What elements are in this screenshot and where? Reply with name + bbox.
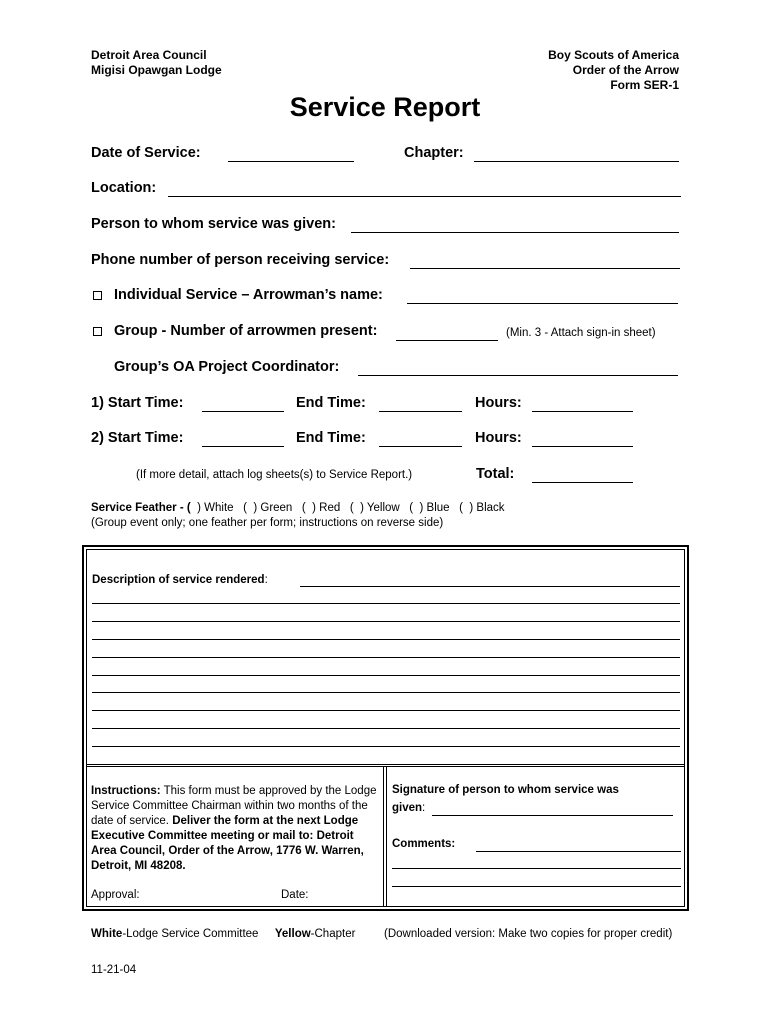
description-colon: : — [264, 574, 268, 586]
download-note: (Downloaded version: Make two copies for proper credit) — [384, 928, 673, 940]
feather-label: Service Feather - ( — [91, 502, 191, 514]
oa-line: Order of the Arrow — [572, 63, 679, 77]
approval-label: Approval: — [91, 889, 140, 901]
description-line-6[interactable] — [92, 675, 680, 676]
location-label: Location: — [91, 180, 157, 196]
date-of-service-label: Date of Service: — [91, 145, 201, 161]
signature-given: given — [392, 802, 423, 814]
individual-service-checkbox[interactable] — [93, 291, 102, 300]
instructions-mail-address: Deliver the form at the next Lodge Executive Committee meeting or mail to: Detroit Area Council, Order of the Arrow, 1776 W. Warren, Detroit, MI 48208. — [91, 815, 364, 872]
feather-option-red[interactable]: ) Red ( — [305, 502, 354, 514]
group-service-checkbox[interactable] — [93, 327, 102, 336]
council-name — [91, 48, 222, 78]
feather-option-blue[interactable]: ) Blue ( — [413, 502, 463, 514]
end-time-label-2: End Time: — [296, 430, 366, 446]
description-line-4[interactable] — [92, 639, 680, 640]
description-line-8[interactable] — [92, 710, 680, 711]
column-divider — [383, 766, 387, 907]
arrowman-name-field[interactable] — [407, 303, 678, 304]
council-line: Detroit Area Council — [91, 48, 207, 62]
date-of-service-field[interactable] — [228, 161, 354, 162]
instructions-label: Instructions: — [91, 785, 161, 797]
signature-field[interactable] — [432, 815, 673, 816]
start-time-field-1[interactable] — [202, 411, 284, 412]
organization-info — [548, 48, 679, 93]
page-title: Service Report — [289, 92, 481, 122]
description-line-1[interactable] — [300, 586, 680, 587]
comments-line-2[interactable] — [392, 868, 681, 869]
instructions-block — [91, 784, 381, 874]
group-service-label: Group - Number of arrowmen present: — [114, 323, 378, 339]
feather-options — [91, 502, 505, 514]
lodge-line: Migisi Opawgan Lodge — [91, 63, 222, 77]
feather-option-white[interactable]: ) White ( — [190, 502, 247, 514]
approval-date-label: Date: — [281, 889, 309, 901]
feather-option-black[interactable]: ) Black — [463, 502, 505, 514]
white-copy-dest: -Lodge Service Committee — [122, 928, 259, 940]
phone-field[interactable] — [410, 268, 680, 269]
start-time-label-1: 1) Start Time: — [91, 395, 184, 411]
bsa-line: Boy Scouts of America — [548, 48, 679, 62]
end-time-field-2[interactable] — [379, 446, 462, 447]
hours-field-1[interactable] — [532, 411, 633, 412]
chapter-field[interactable] — [474, 161, 679, 162]
yellow-copy-label: Yellow — [274, 928, 311, 940]
description-line-7[interactable] — [92, 692, 680, 693]
form-id: Form SER-1 — [610, 78, 679, 92]
feather-option-yellow[interactable]: ) Yellow ( — [353, 502, 414, 514]
total-label: Total: — [476, 466, 515, 482]
white-copy-label: White — [91, 928, 123, 940]
instructions-text: This form must be approved by the Lodge Service Committee Chairman within two months of the date of service. — [91, 785, 377, 827]
coordinator-field[interactable] — [358, 375, 678, 376]
description-line-2[interactable] — [92, 603, 680, 604]
individual-service-label: Individual Service – Arrowman’s name: — [114, 287, 383, 303]
start-time-label-2: 2) Start Time: — [91, 430, 184, 446]
phone-label: Phone number of person receiving service: — [91, 252, 390, 268]
feather-option-green[interactable]: ) Green ( — [246, 502, 306, 514]
hours-field-2[interactable] — [532, 446, 633, 447]
description-label — [92, 574, 268, 586]
description-line-3[interactable] — [92, 621, 680, 622]
total-field[interactable] — [532, 482, 633, 483]
yellow-copy-dest: -Chapter — [310, 928, 356, 940]
description-line-10[interactable] — [92, 746, 680, 747]
signature-label: Signature of person to whom service was — [392, 784, 619, 796]
end-time-field-1[interactable] — [379, 411, 462, 412]
person-served-field[interactable] — [351, 232, 679, 233]
arrowmen-count-field[interactable] — [396, 340, 498, 341]
description-label-text: Description of service rendered — [92, 574, 265, 586]
end-time-label-1: End Time: — [296, 395, 366, 411]
comments-line-3[interactable] — [392, 886, 681, 887]
signature-colon: : — [422, 802, 426, 814]
signature-label-2 — [392, 802, 425, 814]
description-line-9[interactable] — [92, 728, 680, 729]
chapter-label: Chapter: — [404, 145, 464, 161]
comments-line-1[interactable] — [476, 851, 681, 852]
form-version: 11-21-04 — [91, 964, 137, 976]
copy-distribution — [91, 928, 355, 940]
comments-label: Comments: — [392, 838, 456, 850]
feather-note: (Group event only; one feather per form; instructions on reverse side) — [91, 517, 444, 529]
hours-label-1: Hours: — [475, 395, 522, 411]
description-line-5[interactable] — [92, 657, 680, 658]
coordinator-label: Group’s OA Project Coordinator: — [114, 359, 340, 375]
location-field[interactable] — [168, 196, 681, 197]
person-served-label: Person to whom service was given: — [91, 216, 336, 232]
start-time-field-2[interactable] — [202, 446, 284, 447]
hours-label-2: Hours: — [475, 430, 522, 446]
log-sheet-note: (If more detail, attach log sheets(s) to Service Report.) — [136, 469, 413, 481]
group-min-note: (Min. 3 - Attach sign-in sheet) — [506, 327, 656, 339]
